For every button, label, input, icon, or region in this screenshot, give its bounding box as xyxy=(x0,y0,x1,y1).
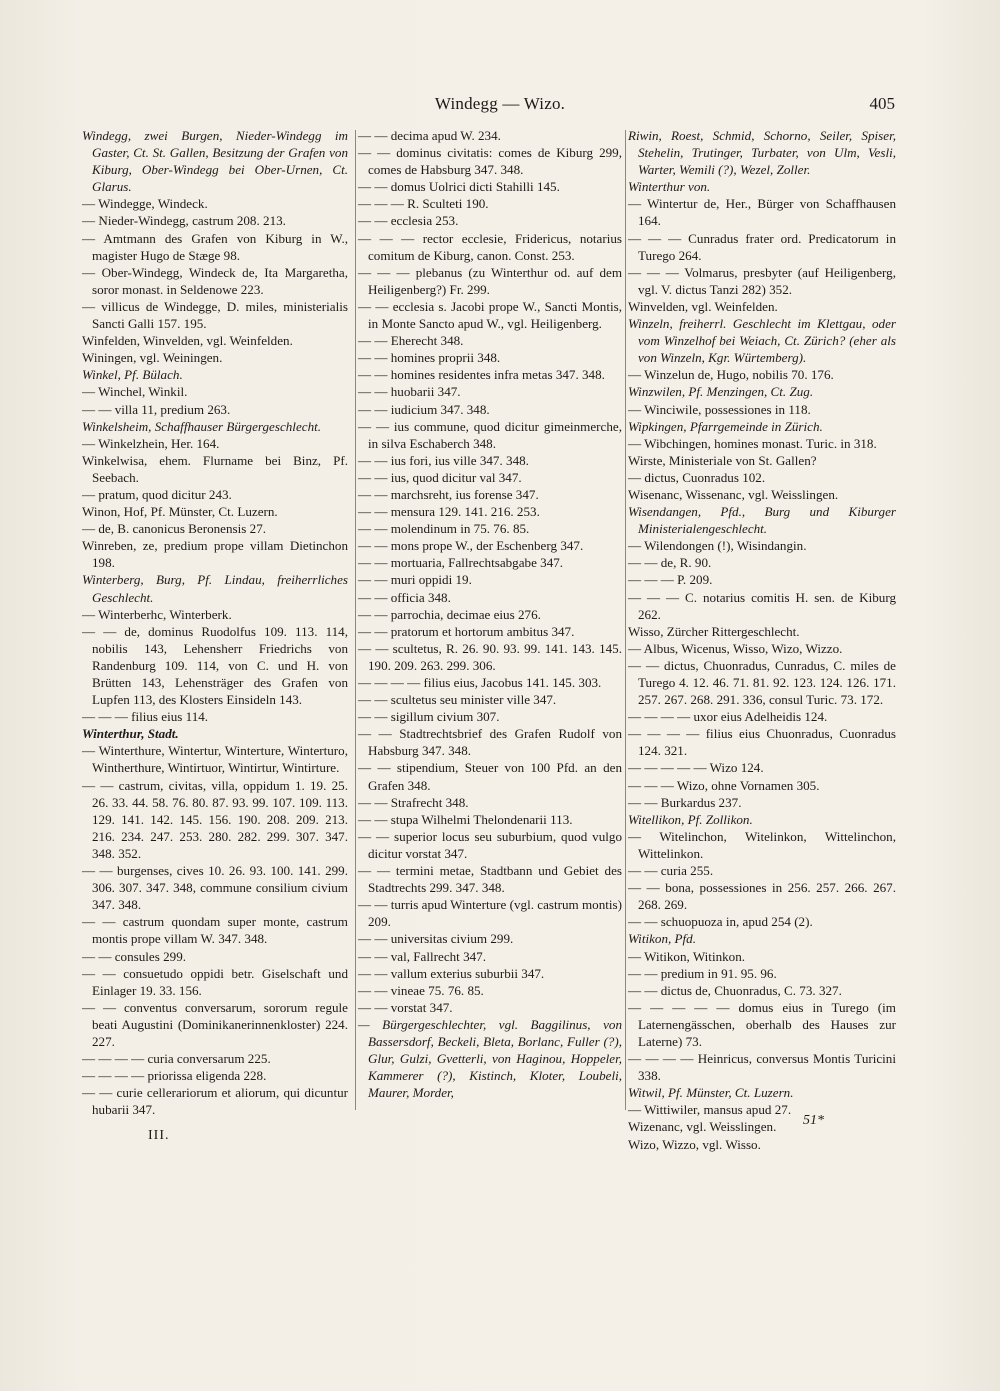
index-entry: Windegg, zwei Burgen, Nieder-Windegg im Gaster, Ct. St. Gallen, Besitzung der Grafen von Kiburg, Ober-Windegg bei Ober-Urnen, Ct. Glarus. xyxy=(82,128,348,195)
index-entry: Wizo, Wizzo, vgl. Wisso. xyxy=(628,1136,761,1152)
index-entry: Winterthur, Stadt. xyxy=(82,726,179,742)
index-entry: — — scultetus, R. 26. 90. 93. 99. 141. 143. 145. 190. 209. 263. 299. 306. xyxy=(358,640,622,673)
index-entry: — — — — — domus eius in Turego (im Laternengässchen, oberhalb des Hauses zur Laterne) 73. xyxy=(628,999,896,1049)
index-entry: Winingen, vgl. Weiningen. xyxy=(82,350,223,366)
index-entry: Winkelsheim, Schaffhauser Bürgergeschlecht. xyxy=(82,418,322,434)
index-entry: — — — Wizo, ohne Vornamen 305. xyxy=(628,777,820,793)
index-entry: Wisenanc, Wissenanc, vgl. Weisslingen. xyxy=(628,486,839,502)
index-entry: — — stupa Wilhelmi Thelondenarii 113. xyxy=(358,811,573,827)
index-entry: — — Eherecht 348. xyxy=(358,333,464,349)
index-entry: — Winterberhc, Winterberk. xyxy=(82,606,232,622)
index-entry: — Winciwile, possessiones in 118. xyxy=(628,401,811,417)
index-entry: — — universitas civium 299. xyxy=(358,931,514,947)
index-entry: — — iudicium 347. 348. xyxy=(358,401,490,417)
index-column-2 xyxy=(358,127,622,1101)
index-entry: Wisso, Zürcher Rittergeschlecht. xyxy=(628,623,800,639)
index-entry: Winkelwisa, ehem. Flurname bei Binz, Pf. Seebach. xyxy=(82,452,348,485)
index-column-1 xyxy=(82,127,348,1118)
column-divider xyxy=(625,130,626,1110)
index-entry: — Amtmann des Grafen von Kiburg in W., magister Hugo de Stæge 98. xyxy=(82,230,348,263)
index-entry: — Wintertur de, Her., Bürger von Schaffhausen 164. xyxy=(628,196,896,229)
index-entry: — — consules 299. xyxy=(82,948,187,964)
index-entry: — — ecclesia s. Jacobi prope W., Sancti Montis, in Monte Sancto apud W., vgl. Heiligenberg. xyxy=(358,298,622,332)
index-entry: Winzeln, freiherrl. Geschlecht im Klettgau, oder vom Winzelhof bei Weiach, Ct. Zürich? (eher als von Winzeln, Kgr. Würtemberg). xyxy=(628,316,896,366)
index-entry: Wirste, Ministeriale von St. Gallen? xyxy=(628,452,817,468)
index-entry: — — schuopuoza in, apud 254 (2). xyxy=(628,914,813,930)
index-entry: — — Stadtrechtsbrief des Grafen Rudolf von Habsburg 347. 348. xyxy=(358,726,622,759)
index-entry: Winterthur von. xyxy=(628,179,711,195)
running-title: Windegg — Wizo. xyxy=(434,94,566,113)
index-entry: — — pratorum et hortorum ambitus 347. xyxy=(358,623,575,639)
index-entry: — villicus de Windegge, D. miles, ministerialis Sancti Galli 157. 195. xyxy=(82,298,348,332)
index-entry: — Bürgergeschlechter, vgl. Baggilinus, von Bassersdorf, Beckeli, Bleta, Borlanc, Fuller (?), Glur, Gulzi, Gvetterli, von Haginou, Hoppeler, Kammerer (?), Kistinch, Kloter, Loubeli, Maurer, Morder, xyxy=(358,1016,622,1101)
index-entry: — — dictus, Chuonradus, Cunradus, C. miles de Turego 4. 12. 46. 71. 81. 92. 123. 124. 126. 171. 257. 267. 268. 291. 336, consul Turic. 73. 172. xyxy=(628,657,896,708)
index-entry: — — dominus civitatis: comes de Kiburg 299, comes de Habsburg 347. 348. xyxy=(358,145,622,178)
index-entry: — — mortuaria, Fallrechtsabgabe 347. xyxy=(358,555,564,571)
index-entry: Witikon, Pfd. xyxy=(628,931,697,947)
index-entry: — — val, Fallrecht 347. xyxy=(358,948,487,964)
index-entry: Wizenanc, vgl. Weisslingen. xyxy=(628,1119,777,1135)
index-entry: — — molendinum in 75. 76. 85. xyxy=(358,521,530,537)
index-entry: — — — plebanus (zu Winterthur od. auf dem Heiligenberg?) Fr. 299. xyxy=(358,264,622,297)
index-entry: Winon, Hof, Pf. Münster, Ct. Luzern. xyxy=(82,504,278,520)
index-entry: — Wilendongen (!), Wisindangin. xyxy=(628,538,807,554)
index-entry: — — huobarii 347. xyxy=(358,384,461,400)
index-entry: — Winkelzhein, Her. 164. xyxy=(82,435,220,451)
index-entry: — — — — priorissa eligenda 228. xyxy=(82,1068,267,1084)
index-entry: — — consuetudo oppidi betr. Giselschaft und Einlager 19. 33. 156. xyxy=(82,965,348,998)
index-entry: — — sigillum civium 307. xyxy=(358,709,500,725)
index-entry: — Wibchingen, homines monast. Turic. in 318. xyxy=(628,435,877,451)
index-entry: — Albus, Wicenus, Wisso, Wizo, Wizzo. xyxy=(628,640,843,656)
index-column-3 xyxy=(628,127,896,1153)
index-entry: — — ius fori, ius ville 347. 348. xyxy=(358,452,529,468)
sheet-signature: III. xyxy=(148,1128,170,1143)
index-entry: — — homines proprii 348. xyxy=(358,350,501,366)
index-entry: — — scultetus seu minister ville 347. xyxy=(358,692,557,708)
index-entry: Winkel, Pf. Bülach. xyxy=(82,367,183,383)
index-entry: — — villa 11, predium 263. xyxy=(82,401,231,417)
index-entry: Wisendangen, Pfd., Burg und Kiburger Ministerialengeschlecht. xyxy=(628,504,896,537)
index-entry: Winvelden, vgl. Weinfelden. xyxy=(628,298,778,314)
index-entry: — — turris apud Winterture (vgl. castrum montis) 209. xyxy=(358,897,622,930)
index-entry: — — castrum, civitas, villa, oppidum 1. 19. 25. 26. 33. 44. 58. 76. 80. 87. 93. 99. 107. 109. 113. 129. 141. 142. 145. 156. 190. 208. 209. 213. 216. 234. 247. 253. 280. 282. 299. 307. 347. 348. 352. xyxy=(82,777,348,861)
index-entry: — — ius, quod dicitur val 347. xyxy=(358,469,522,485)
index-entry: — dictus, Cuonradus 102. xyxy=(628,469,766,485)
index-entry: — de, B. canonicus Beronensis 27. xyxy=(82,521,267,537)
index-entry: — — burgenses, cives 10. 26. 93. 100. 141. 299. 306. 307. 347. 348, commune consilium civium 347. 348. xyxy=(82,863,348,913)
index-entry: — — — filius eius 114. xyxy=(82,709,209,725)
index-entry: — — — — filius eius, Jacobus 141. 145. 303. xyxy=(358,675,602,690)
index-entry: Winterberg, Burg, Pf. Lindau, freiherrliches Geschlecht. xyxy=(82,572,348,605)
index-entry: — — decima apud W. 234. xyxy=(358,128,501,143)
index-entry: — Winchel, Winkil. xyxy=(82,384,188,400)
index-entry: — Winzelun de, Hugo, nobilis 70. 176. xyxy=(628,367,834,383)
index-entry: Witwil, Pf. Münster, Ct. Luzern. xyxy=(628,1085,794,1101)
index-entry: — — muri oppidi 19. xyxy=(358,572,472,588)
index-entry: — — predium in 91. 95. 96. xyxy=(628,965,777,981)
index-entry: — — — — Heinricus, conversus Montis Turicini 338. xyxy=(628,1051,896,1084)
index-entry: Winreben, ze, predium prope villam Dietinchon 198. xyxy=(82,538,348,571)
index-entry: — — vallum exterius suburbii 347. xyxy=(358,965,545,981)
index-entry: — — vineae 75. 76. 85. xyxy=(358,982,484,998)
index-entry: — — — — curia conversarum 225. xyxy=(82,1051,271,1067)
page-number: 405 xyxy=(869,94,895,113)
index-entry: — — mensura 129. 141. 216. 253. xyxy=(358,504,540,520)
index-entry: — — mons prope W., der Eschenberg 347. xyxy=(358,538,584,554)
index-entry: — Witelinchon, Witelinkon, Wittelinchon, Wittelinkon. xyxy=(628,828,896,861)
index-entry: — — superior locus seu suburbium, quod vulgo dicitur vorstat 347. xyxy=(358,828,622,861)
index-entry: Winzwilen, Pf. Menzingen, Ct. Zug. xyxy=(628,384,814,400)
index-entry: — — ius commune, quod dicitur gimeinmerche, in silva Eschaberch 348. xyxy=(358,418,622,451)
index-entry: — — — Cunradus frater ord. Predicatorum in Turego 264. xyxy=(628,230,896,263)
index-entry: Wipkingen, Pfarrgemeinde in Zürich. xyxy=(628,418,823,434)
index-entry: — — officia 348. xyxy=(358,589,451,605)
index-entry: — — — C. notarius comitis H. sen. de Kiburg 262. xyxy=(628,589,896,622)
index-entry: — Windegge, Windeck. xyxy=(82,196,208,212)
index-entry: — — homines residentes infra metas 347. 348. xyxy=(358,367,605,383)
index-entry: — pratum, quod dicitur 243. xyxy=(82,486,232,502)
index-entry: — — de, R. 90. xyxy=(628,555,712,571)
index-entry: — — conventus conversarum, sororum regule beati Augustini (Dominikanerinnenkloster) 224. 227. xyxy=(82,999,348,1049)
index-entry: — — — R. Sculteti 190. xyxy=(358,196,489,212)
index-entry: — — — P. 209. xyxy=(628,572,713,588)
index-entry: — — dictus de, Chuonradus, C. 73. 327. xyxy=(628,982,842,998)
sheet-number: 51* xyxy=(803,1113,824,1128)
index-entry: — Ober-Windegg, Windeck de, Ita Margaretha, soror monast. in Seldenowe 223. xyxy=(82,264,348,297)
index-entry: — — — rector ecclesie, Fridericus, notarius comitum de Kiburg, canon. Const. 253. xyxy=(358,230,622,263)
index-entry: — Witikon, Witinkon. xyxy=(628,948,746,964)
index-entry: — Winterthure, Wintertur, Winterture, Winterturo, Wintherthure, Wintirtuor, Wintirtur, Wintirture. xyxy=(82,743,348,776)
index-entry: — — ecclesia 253. xyxy=(358,213,459,229)
index-entry: — — — — filius eius Chuonradus, Cuonradus 124. 321. xyxy=(628,726,896,759)
index-entry: — — curie cellerariorum et aliorum, qui dicuntur hubarii 347. xyxy=(82,1085,348,1118)
index-entry: — — castrum quondam super monte, castrum montis prope villam W. 347. 348. xyxy=(82,914,348,947)
index-entry: Witellikon, Pf. Zollikon. xyxy=(628,811,753,827)
index-entry: — — vorstat 347. xyxy=(358,999,453,1015)
index-entry: — — — — uxor eius Adelheidis 124. xyxy=(628,709,828,725)
index-entry: — — curia 255. xyxy=(628,863,714,879)
index-entry: Riwin, Roest, Schmid, Schorno, Seiler, Spiser, Stehelin, Trutinger, Turbater, von Ulm, Vesli, Warter, Wemili (?), Wezel, Zoller. xyxy=(628,128,896,178)
index-entry: — — Burkardus 237. xyxy=(628,794,742,810)
column-divider xyxy=(355,130,356,1110)
index-entry: — — marchsreht, ius forense 347. xyxy=(358,486,539,502)
index-entry: — — bona, possessiones in 256. 257. 266. 267. 268. 269. xyxy=(628,880,896,913)
index-entry: — — domus Uolrici dicti Stahilli 145. xyxy=(358,179,560,195)
index-entry: — — stipendium, Steuer von 100 Pfd. an den Grafen 348. xyxy=(358,760,622,793)
index-entry: — — parrochia, decimae eius 276. xyxy=(358,606,541,622)
index-entry: — — de, dominus Ruodolfus 109. 113. 114, nobilis 143, Lehensherr Friedrichs von Randenburg 109. 114, von C. und H. von Brütten 143, Lehensträger des Grafen von Lupfen 113, des Klosters Einsideln 143. xyxy=(82,623,348,708)
index-entry: — — termini metae, Stadtbann und Gebiet des Stadtrechts 299. 347. 348. xyxy=(358,863,622,896)
index-entry: — — — — — Wizo 124. xyxy=(628,760,764,776)
index-entry: — — Strafrecht 348. xyxy=(358,794,469,810)
index-entry: — Wittiwiler, mansus apud 27. xyxy=(628,1102,792,1118)
index-entry: Winfelden, Winvelden, vgl. Weinfelden. xyxy=(82,333,293,349)
index-entry: — — — Volmarus, presbyter (auf Heiligenberg, vgl. V. dictus Tanzi 282) 352. xyxy=(628,264,896,297)
index-entry: — Nieder-Windegg, castrum 208. 213. xyxy=(82,213,286,229)
